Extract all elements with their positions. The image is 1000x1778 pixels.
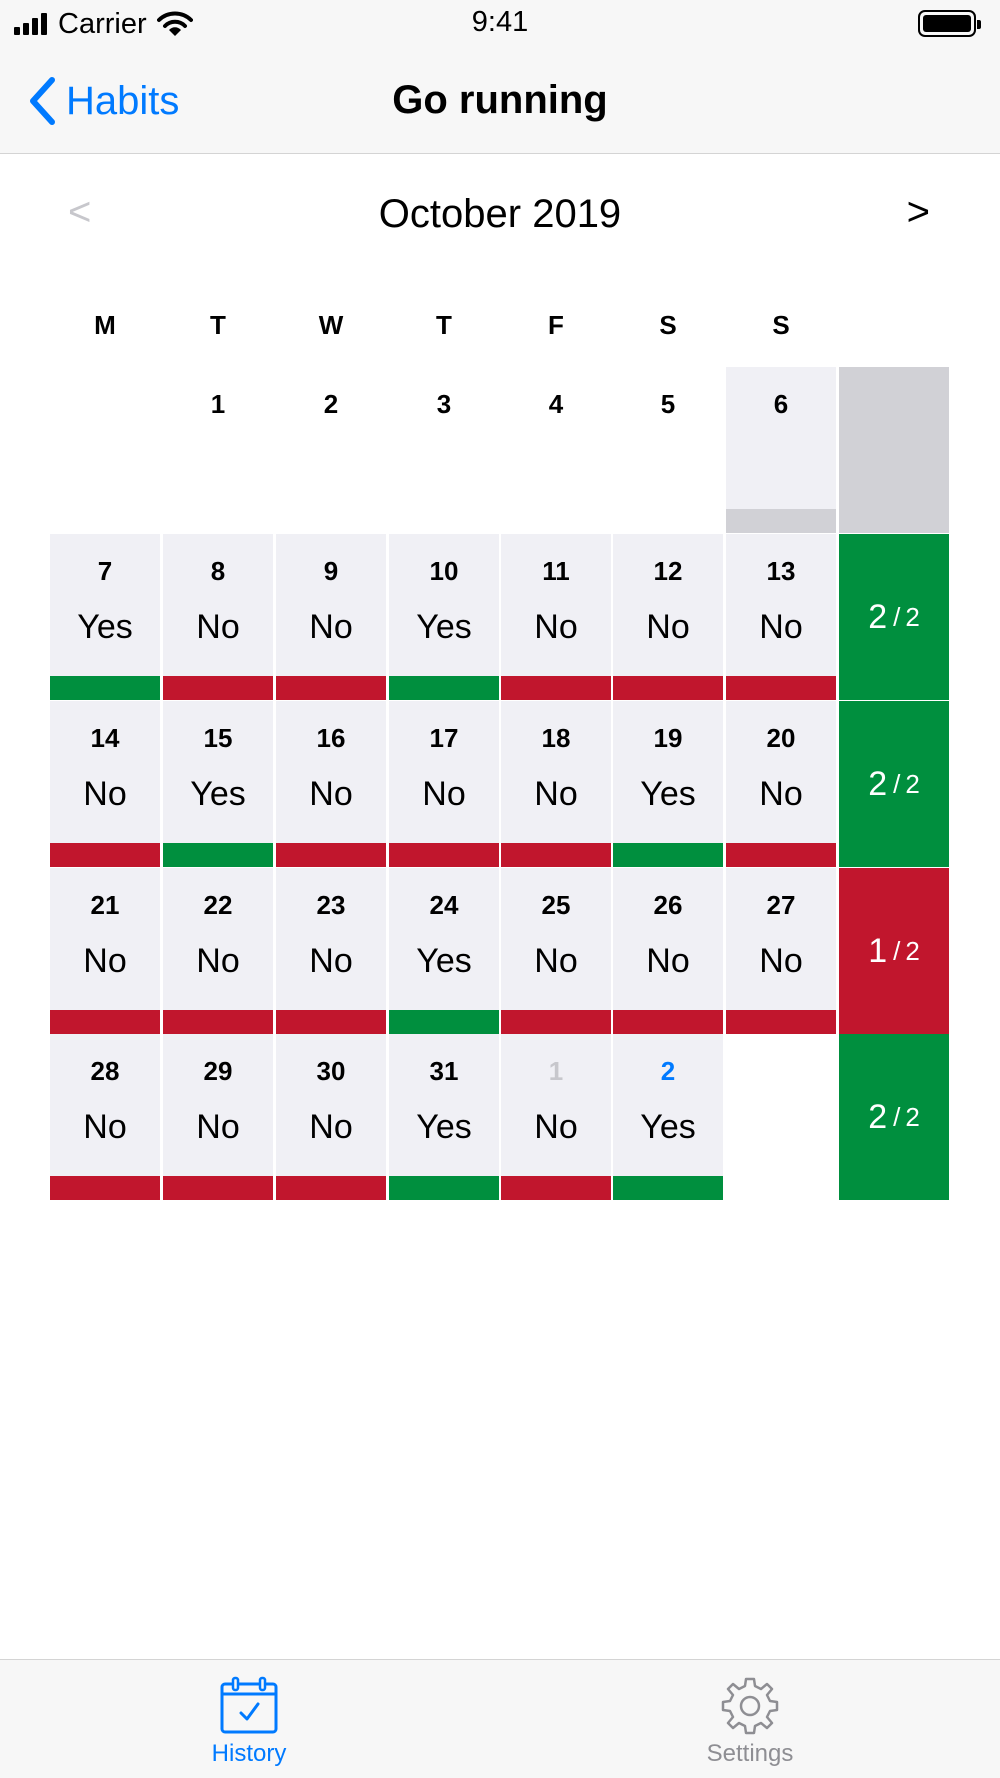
summary-separator: / [893, 768, 901, 799]
day-number: 5 [660, 389, 676, 419]
day-value: No [309, 1108, 353, 1146]
calendar-day-cell [613, 367, 723, 533]
summary-separator: / [893, 1101, 901, 1132]
calendar-day-cell[interactable] [726, 701, 836, 867]
calendar-day-cell[interactable] [613, 701, 723, 867]
day-value: Yes [77, 608, 133, 646]
page-title: Go running [392, 78, 608, 122]
day-value: No [196, 608, 240, 646]
day-value: No [196, 942, 240, 980]
day-value: No [83, 775, 127, 813]
day-value: No [309, 608, 353, 646]
calendar-day-cell[interactable] [163, 868, 273, 1034]
day-number: 20 [766, 723, 796, 753]
calendar-day-cell[interactable] [276, 534, 386, 700]
battery-icon [918, 10, 976, 37]
status-bar-yes [613, 843, 723, 867]
day-number: 28 [90, 1056, 120, 1086]
carrier-label: Carrier [58, 7, 147, 40]
day-number: 22 [203, 890, 233, 920]
previous-month-button[interactable]: < [68, 190, 92, 234]
tab-history[interactable] [149, 1676, 349, 1768]
day-number: 24 [429, 890, 459, 920]
calendar-day-cell[interactable] [276, 1034, 386, 1200]
day-number: 25 [541, 890, 571, 920]
status-time: 9:41 [471, 6, 529, 38]
week-summary [839, 868, 949, 1034]
day-number: 18 [541, 723, 571, 753]
day-value: No [646, 942, 690, 980]
month-header [0, 190, 1000, 250]
weekday-label: S [772, 310, 790, 340]
day-number: 8 [210, 556, 226, 586]
calendar-day-cell[interactable] [50, 534, 160, 700]
calendar-day-cell[interactable] [163, 701, 273, 867]
status-bar-no [501, 843, 611, 867]
calendar-day-cell [163, 367, 273, 533]
calendar-day-cell[interactable] [50, 701, 160, 867]
day-value: Yes [640, 1108, 696, 1146]
calendar-day-cell[interactable] [613, 534, 723, 700]
summary-done: 1 [868, 931, 888, 970]
status-bar-yes [613, 1176, 723, 1200]
week-summary [839, 701, 949, 867]
calendar-day-cell[interactable] [50, 1034, 160, 1200]
status-bar-empty [726, 509, 836, 533]
calendar-day-cell [389, 367, 499, 533]
day-value: Yes [416, 608, 472, 646]
calendar-day-cell[interactable] [389, 534, 499, 700]
week-summary [839, 534, 949, 700]
day-number: 7 [97, 556, 113, 586]
summary-done: 2 [868, 597, 888, 636]
calendar-day-cell [276, 367, 386, 533]
calendar-day-cell[interactable] [276, 868, 386, 1034]
day-value: No [83, 1108, 127, 1146]
day-number: 29 [203, 1056, 233, 1086]
day-number: 15 [203, 723, 233, 753]
status-bar-no [501, 676, 611, 700]
day-value: No [422, 775, 466, 813]
day-value: No [534, 608, 578, 646]
calendar-day-cell[interactable] [501, 701, 611, 867]
calendar-day-cell[interactable] [501, 534, 611, 700]
calendar-day-cell[interactable] [163, 1034, 273, 1200]
tab-bar [0, 1659, 1000, 1778]
status-bar-no [50, 1010, 160, 1034]
day-number: 12 [653, 556, 683, 586]
day-number: 16 [316, 723, 346, 753]
week-summary [839, 1034, 949, 1200]
status-bar-no [726, 843, 836, 867]
day-value: No [646, 608, 690, 646]
day-number: 19 [653, 723, 683, 753]
day-number: 21 [90, 890, 120, 920]
status-bar-no [501, 1176, 611, 1200]
day-value: No [196, 1108, 240, 1146]
day-value: Yes [190, 775, 246, 813]
weekday-label: W [318, 310, 344, 340]
status-bar-no [163, 1176, 273, 1200]
weekday-label: T [436, 310, 452, 340]
calendar-day-cell[interactable] [726, 868, 836, 1034]
day-value: Yes [416, 942, 472, 980]
day-number: 4 [548, 389, 564, 419]
day-value: No [534, 775, 578, 813]
next-month-button[interactable]: > [906, 190, 930, 234]
day-number: 2 [323, 389, 339, 419]
status-bar-no [389, 843, 499, 867]
calendar-day-cell[interactable] [613, 868, 723, 1034]
status-bar-no [501, 1010, 611, 1034]
calendar-day-cell[interactable] [726, 367, 836, 533]
summary-total: 2 [905, 1101, 920, 1132]
day-number: 26 [653, 890, 683, 920]
day-number: 30 [316, 1056, 346, 1086]
navigation-bar [0, 48, 1000, 154]
status-bar-yes [50, 676, 160, 700]
day-number: 3 [436, 389, 452, 419]
month-title: October 2019 [378, 192, 622, 236]
calendar-day-cell[interactable] [163, 534, 273, 700]
day-value: No [759, 775, 803, 813]
summary-total: 2 [905, 935, 920, 966]
day-number: 6 [773, 389, 789, 419]
calendar-day-cell[interactable] [389, 701, 499, 867]
status-bar-no [163, 1010, 273, 1034]
status-bar-no [726, 1010, 836, 1034]
status-bar-yes [163, 843, 273, 867]
calendar-day-cell[interactable] [50, 868, 160, 1034]
calendar-check-icon [219, 1676, 279, 1736]
status-bar-no [50, 843, 160, 867]
day-value: No [759, 608, 803, 646]
weekday-label: S [659, 310, 677, 340]
calendar-day-cell[interactable] [389, 868, 499, 1034]
summary-done: 2 [868, 764, 888, 803]
day-number: 13 [766, 556, 796, 586]
summary-total: 2 [905, 768, 920, 799]
day-number: 31 [429, 1056, 459, 1086]
status-bar-yes [389, 1010, 499, 1034]
day-number: 27 [766, 890, 796, 920]
status-bar-no [613, 1010, 723, 1034]
day-value: Yes [640, 775, 696, 813]
day-number: 17 [429, 723, 459, 753]
calendar-day-cell[interactable] [726, 534, 836, 700]
status-bar-no [613, 676, 723, 700]
weekday-label: T [210, 310, 226, 340]
day-number: 1 [548, 1056, 564, 1086]
empty-calendar-cell [50, 367, 160, 533]
day-number: 1 [210, 389, 226, 419]
status-bar-no [726, 676, 836, 700]
summary-separator: / [893, 935, 901, 966]
gear-icon [720, 1676, 780, 1736]
week-summary [839, 367, 949, 533]
day-value: Yes [416, 1108, 472, 1146]
calendar-day-cell[interactable] [276, 701, 386, 867]
day-number: 11 [542, 556, 570, 586]
summary-total: 2 [905, 601, 920, 632]
day-number: 10 [429, 556, 459, 586]
weekday-label: F [548, 310, 564, 340]
day-number: 14 [90, 723, 120, 753]
summary-done: 2 [868, 1097, 888, 1136]
day-number: 23 [316, 890, 346, 920]
back-label: Habits [66, 78, 180, 123]
calendar-day-cell[interactable] [501, 1034, 611, 1200]
calendar-day-cell[interactable] [501, 868, 611, 1034]
day-value: No [309, 942, 353, 980]
tab-settings[interactable] [650, 1676, 850, 1768]
day-value: No [309, 775, 353, 813]
summary-separator: / [893, 601, 901, 632]
day-number: 2 [660, 1056, 676, 1086]
tab-label: Settings [706, 1740, 794, 1767]
weekday-label: M [94, 310, 116, 340]
day-value: No [534, 942, 578, 980]
day-value: No [83, 942, 127, 980]
status-bar-no [276, 1010, 386, 1034]
status-bar-yes [389, 676, 499, 700]
day-value: No [534, 1108, 578, 1146]
status-bar-no [276, 843, 386, 867]
status-bar-no [50, 1176, 160, 1200]
status-bar [0, 0, 1000, 48]
calendar-day-cell[interactable] [389, 1034, 499, 1200]
tab-label: History [211, 1740, 287, 1767]
day-number: 9 [323, 556, 339, 586]
status-bar-yes [389, 1176, 499, 1200]
empty-calendar-cell [726, 1034, 836, 1200]
day-value: No [759, 942, 803, 980]
calendar-day-cell[interactable] [613, 1034, 723, 1200]
status-bar-no [163, 676, 273, 700]
status-bar-no [276, 1176, 386, 1200]
calendar-day-cell [501, 367, 611, 533]
status-bar-no [276, 676, 386, 700]
